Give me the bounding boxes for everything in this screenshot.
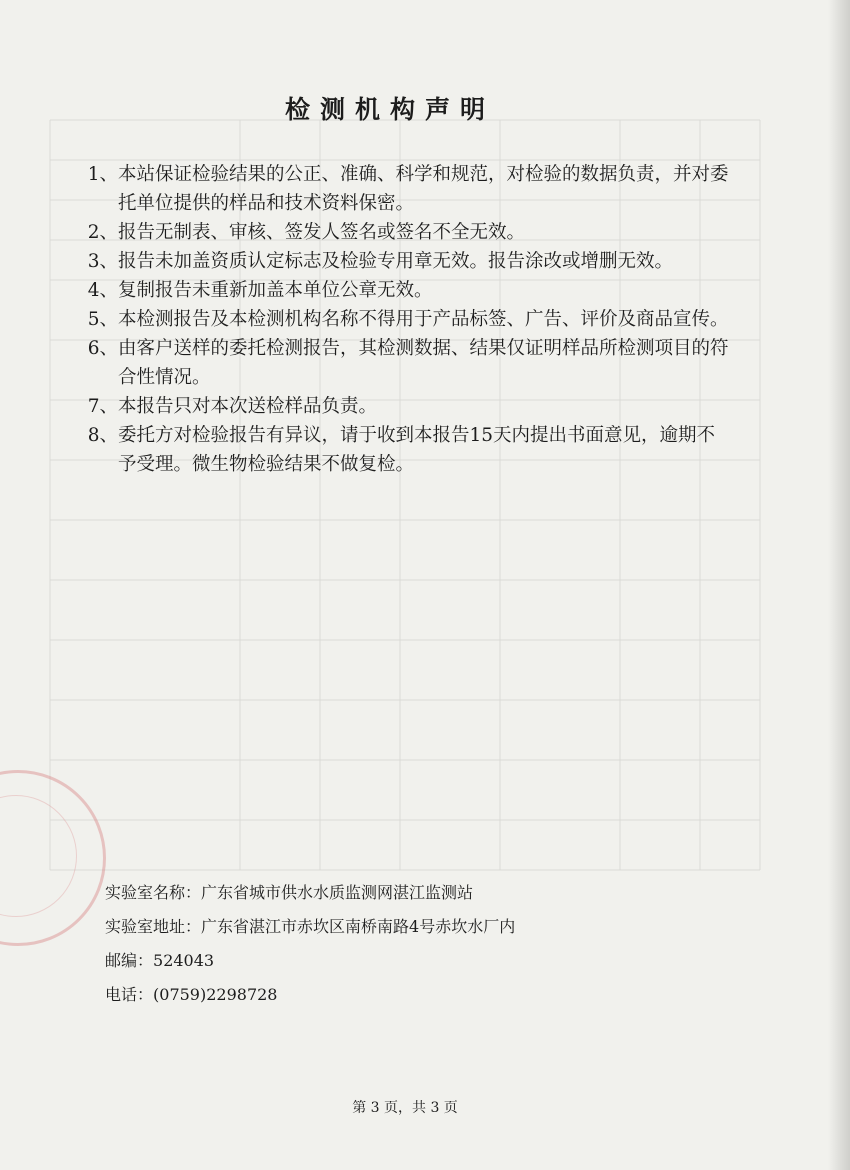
statement-clauses — [80, 160, 730, 479]
clause-number: 2、 — [87, 222, 118, 243]
clause-number: 3、 — [87, 251, 118, 272]
clause-item — [80, 305, 730, 334]
clause-text: 报告无制表、审核、签发人签名或签名不全无效。 — [118, 222, 526, 243]
scan-edge-shadow — [828, 0, 850, 1170]
postcode-label: 邮编： — [105, 951, 154, 970]
clause-text: 本站保证检验结果的公正、准确、科学和规范，对检验的数据负责，并对委托单位提供的样品和技术资料保密。 — [118, 164, 729, 214]
clause-text: 委托方对检验报告有异议，请于收到本报告15天内提出书面意见，逾期不予受理。微生物检验结果不做复检。 — [118, 425, 716, 475]
lab-name-value: 广东省城市供水水质监测网湛江监测站 — [201, 883, 474, 902]
clause-number: 4、 — [87, 280, 118, 301]
clause-number: 8、 — [87, 425, 118, 446]
clause-number: 6、 — [87, 338, 118, 359]
laboratory-info — [105, 876, 515, 1012]
clause-item — [80, 218, 730, 247]
postcode-value: 524043 — [153, 951, 215, 970]
document-title: 检测机构声明 — [284, 95, 495, 124]
clause-text: 复制报告未重新加盖本单位公章无效。 — [118, 280, 433, 301]
clause-item — [80, 334, 730, 392]
clause-item — [80, 276, 730, 305]
clause-text: 本报告只对本次送检样品负责。 — [118, 396, 378, 417]
clause-item — [80, 392, 730, 421]
phone-line — [105, 978, 515, 1012]
lab-address-value: 广东省湛江市赤坎区南桥南路4号赤坎水厂内 — [201, 917, 516, 936]
phone-label: 电话： — [105, 985, 154, 1004]
clause-item — [80, 421, 730, 479]
lab-address-label: 实验室地址： — [105, 917, 202, 936]
clause-text: 报告未加盖资质认定标志及检验专用章无效。报告涂改或增删无效。 — [118, 251, 674, 272]
clause-text: 由客户送样的委托检测报告，其检测数据、结果仅证明样品所检测项目的符合性情况。 — [118, 338, 729, 388]
clause-number: 5、 — [87, 309, 118, 330]
lab-address-line — [105, 910, 515, 944]
clause-number: 7、 — [87, 396, 118, 417]
clause-item — [80, 160, 730, 218]
lab-name-line — [105, 876, 515, 910]
phone-value: (0759)2298728 — [153, 985, 278, 1004]
clause-text: 本检测报告及本检测机构名称不得用于产品标签、广告、评价及商品宣传。 — [118, 309, 729, 330]
page-number-footer: 第 3 页，共 3 页 — [352, 1100, 458, 1116]
lab-name-label: 实验室名称： — [105, 883, 202, 902]
clause-number: 1、 — [87, 164, 118, 185]
clause-item — [80, 247, 730, 276]
postcode-line — [105, 944, 515, 978]
